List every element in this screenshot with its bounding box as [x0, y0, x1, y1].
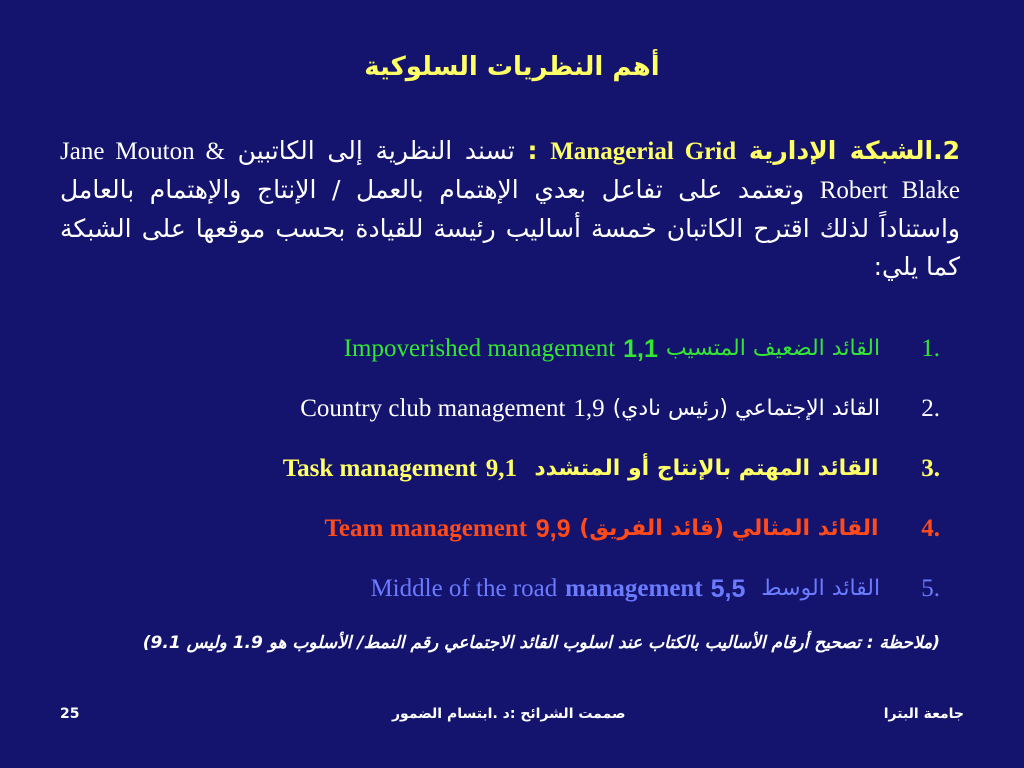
- item-score: 9,9: [535, 515, 571, 543]
- item-english: Team management: [324, 515, 528, 542]
- list-item: [60, 506, 940, 566]
- intro-heading-english: Managerial Grid: [550, 138, 737, 165]
- item-english: Impoverished management: [343, 335, 616, 362]
- item-arabic: القائد المثالي (قائد الفريق): [579, 516, 879, 541]
- intro-heading-number: 2.: [933, 136, 960, 165]
- intro-paragraph: [60, 132, 960, 286]
- item-number: .3: [921, 455, 940, 482]
- list-item: [60, 326, 940, 386]
- list-item: [60, 566, 940, 626]
- item-score: 5,5: [710, 575, 746, 603]
- item-score: 1,9: [573, 395, 605, 422]
- intro-text-2: وتعتمد على تفاعل بعدي الإهتمام بالعمل / الإنتاج والإهتمام بالعامل واستناداً لذلك اقترح الكاتبان خمسة أساليب رئيسة للقيادة بحسب موقعها على الشبكة كما يلي:: [60, 175, 960, 281]
- item-number: .4: [921, 515, 940, 542]
- item-english-bold: management: [565, 575, 703, 602]
- page-number: 25: [60, 706, 80, 722]
- item-arabic: القائد المهتم بالإنتاج أو المتشدد: [534, 456, 879, 481]
- item-number: .5: [921, 575, 940, 602]
- item-number: .2: [921, 395, 940, 422]
- item-arabic: القائد الضعيف المتسيب: [665, 336, 881, 361]
- intro-colon: :: [527, 136, 538, 165]
- footer-university: جامعة البترا: [883, 706, 964, 722]
- intro-text-1: تسند النظرية إلى الكاتبين: [225, 136, 528, 165]
- item-arabic: القائد الإجتماعي (رئيس نادي): [612, 396, 881, 421]
- item-english: Task management: [282, 455, 477, 482]
- intro-heading-arabic: الشبكة الإدارية: [748, 136, 934, 165]
- list-item: [60, 386, 940, 446]
- intro-authors: Jane Mouton & Robert Blake: [60, 138, 960, 204]
- correction-note: (ملاحظة : تصحيح أرقام الأساليب بالكتاب عند اسلوب القائد الاجتماعي رقم النمط/ الأسلوب هو 1.9 وليس 9.1): [142, 633, 940, 653]
- item-number: .1: [921, 335, 940, 362]
- item-score: 9,1: [485, 455, 517, 482]
- item-english: Country club management: [300, 395, 566, 422]
- item-score: 1,1: [623, 335, 658, 363]
- item-arabic: القائد الوسط: [761, 576, 881, 601]
- slide-title: أهم النظريات السلوكية: [364, 52, 660, 82]
- list-item: [60, 446, 940, 506]
- leadership-styles-list: [60, 326, 940, 626]
- footer-credit: صممت الشرائح :د .ابتسام الضمور: [392, 706, 626, 722]
- item-english: Middle of the road: [370, 575, 558, 602]
